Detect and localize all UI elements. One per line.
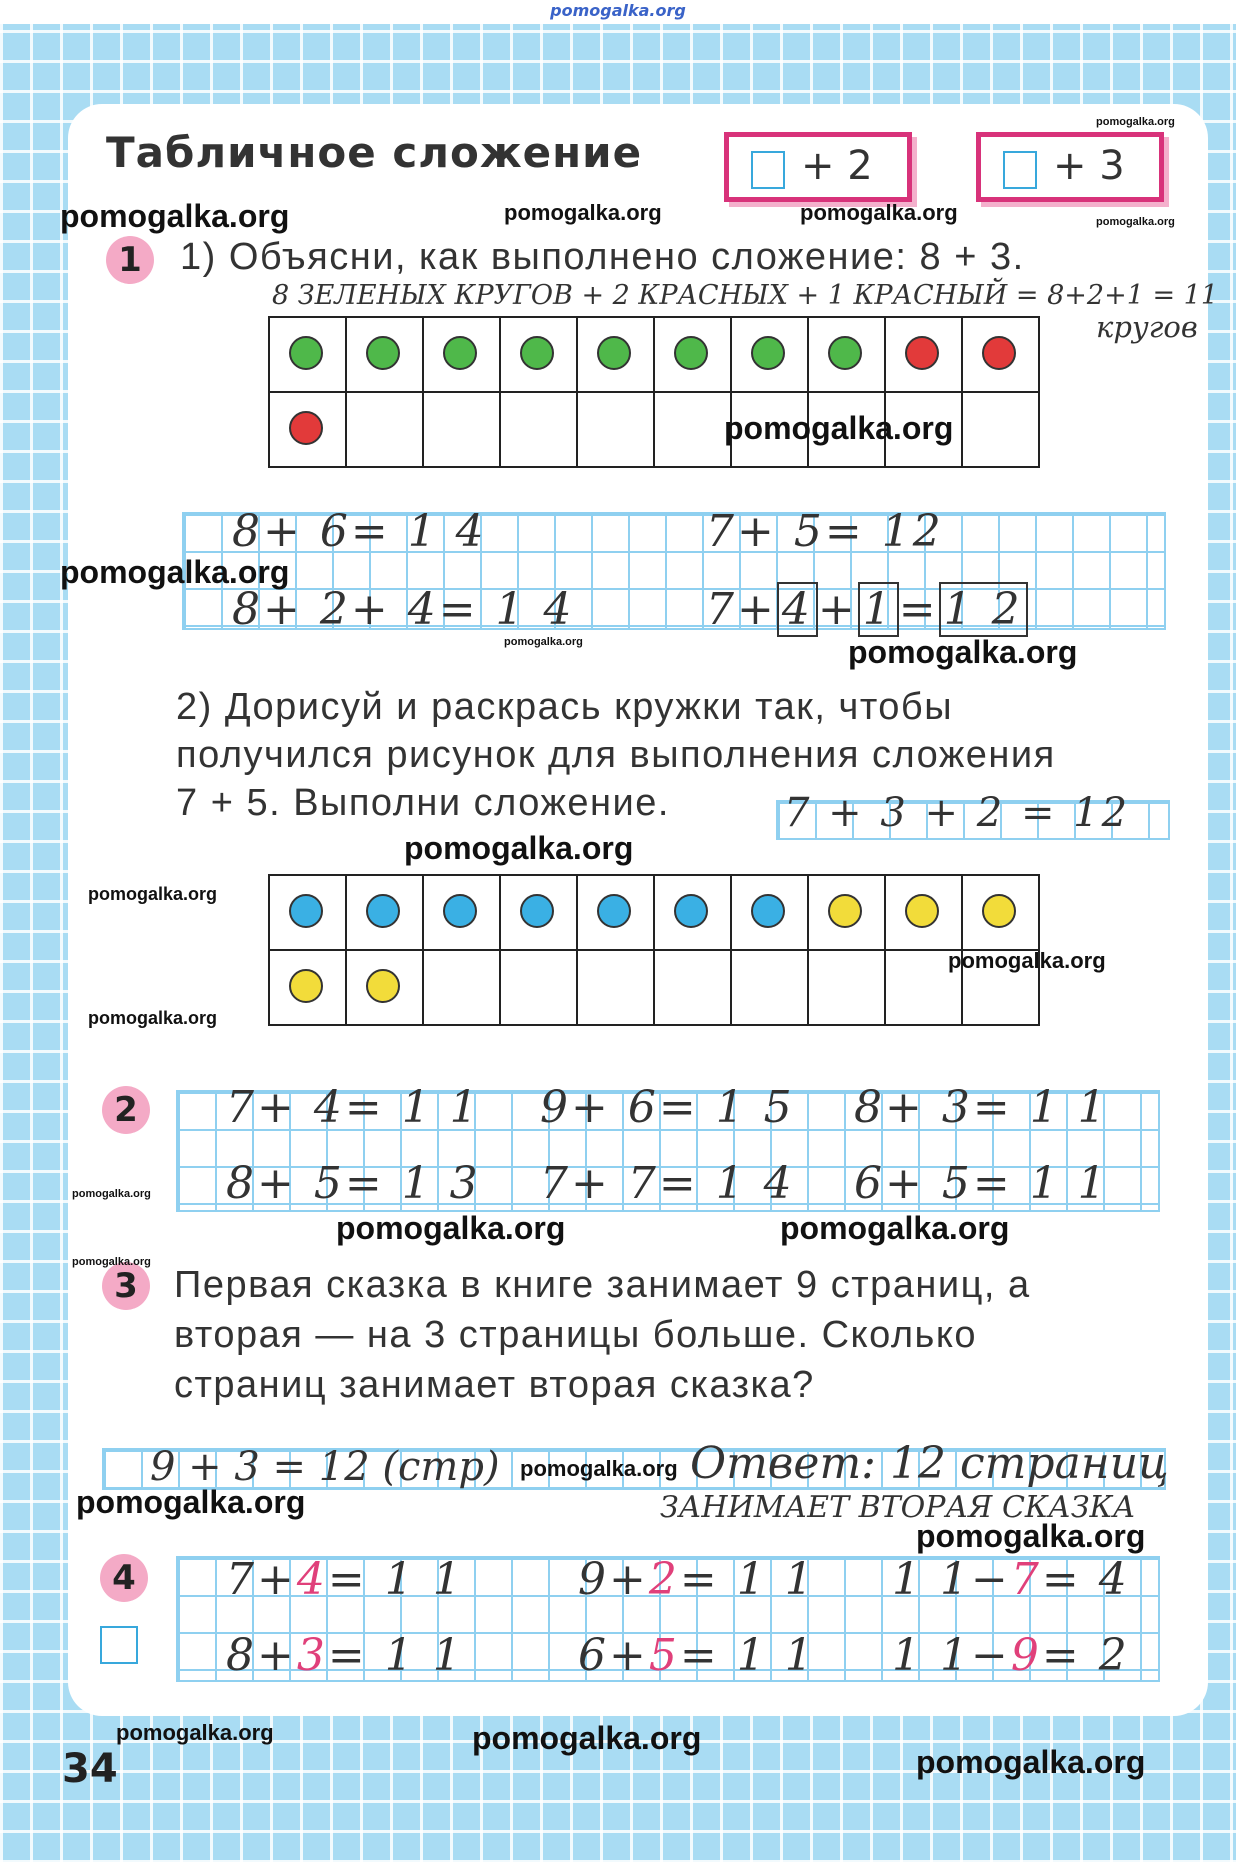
grid-cell — [501, 951, 576, 1024]
grid-cell — [655, 951, 730, 1024]
yellow-circle-icon — [905, 894, 939, 928]
grid-cell — [963, 318, 1038, 391]
task1-part2-line2: получился рисунок для выполнения сложения — [176, 734, 1056, 776]
page-title: Табличное сложение — [106, 128, 643, 177]
grid-cell — [809, 318, 884, 391]
grid-cell — [424, 318, 499, 391]
expr: 9+ — [578, 1554, 649, 1605]
filled-value: 9 — [1010, 1630, 1042, 1681]
red-circle-icon — [905, 336, 939, 370]
watermark: pomogalka.org — [76, 1484, 306, 1520]
green-circle-icon — [828, 336, 862, 370]
grid-cell — [501, 876, 576, 949]
circles-grid-2 — [268, 874, 1040, 1026]
blue-circle-icon — [520, 894, 554, 928]
result: = 1 1 — [327, 1630, 464, 1681]
task-number-4: 4 — [100, 1554, 148, 1602]
page-number: 34 — [62, 1746, 118, 1792]
grid-cell — [347, 393, 422, 466]
green-circle-icon — [520, 336, 554, 370]
task1-equation-4 — [706, 584, 1028, 635]
watermark: pomogalka.org — [848, 634, 1078, 670]
task1-equation-1: 8+ 6= 1 4 — [232, 506, 487, 557]
grid-cell — [732, 951, 807, 1024]
empty-square-icon — [1003, 151, 1037, 189]
result: = 4 — [1041, 1554, 1130, 1605]
result: = 2 — [1041, 1630, 1130, 1681]
yellow-circle-icon — [828, 894, 862, 928]
grid-cell — [886, 318, 961, 391]
green-circle-icon — [443, 336, 477, 370]
task1-part2-line3: 7 + 5. Выполни сложение. — [176, 782, 670, 824]
self-check-box[interactable] — [100, 1626, 138, 1664]
blue-circle-icon — [366, 894, 400, 928]
grid-cell — [732, 318, 807, 391]
watermark: pomogalka.org — [948, 948, 1106, 973]
watermark: pomogalka.org — [520, 1456, 678, 1481]
task4-r2-c2 — [578, 1630, 816, 1681]
filled-value: 4 — [296, 1554, 328, 1605]
grid-cell — [270, 876, 345, 949]
result: = 1 1 — [327, 1554, 464, 1605]
filled-value: 7 — [1010, 1554, 1042, 1605]
watermark: pomogalka.org — [504, 200, 662, 225]
site-header-link[interactable]: pomogalka.org — [550, 1, 686, 20]
task1-part1-text: 1) Объясни, как выполнено сложение: 8 + 3. — [180, 236, 1025, 278]
grid-cell — [424, 876, 499, 949]
watermark: pomogalka.org — [504, 636, 583, 648]
grid-cell — [655, 876, 730, 949]
eq4-plus: + — [817, 584, 858, 635]
grid-cell — [270, 318, 345, 391]
task3-line1: Первая сказка в книге занимает 9 страниц, а — [174, 1264, 1031, 1306]
eq4-box-a: 4 — [777, 582, 818, 637]
yellow-circle-icon — [289, 969, 323, 1003]
red-circle-icon — [982, 336, 1016, 370]
watermark: pomogalka.org — [60, 198, 290, 234]
green-circle-icon — [674, 336, 708, 370]
watermark: pomogalka.org — [472, 1720, 702, 1756]
expr: 7+ — [226, 1554, 297, 1605]
empty-square-icon — [751, 151, 785, 189]
expr: 8+ — [226, 1630, 297, 1681]
result: = 1 1 — [679, 1630, 816, 1681]
grid-cell — [732, 876, 807, 949]
blue-circle-icon — [751, 894, 785, 928]
watermark: pomogalka.org — [916, 1518, 1146, 1554]
watermark: pomogalka.org — [336, 1210, 566, 1246]
blue-circle-icon — [674, 894, 708, 928]
blue-circle-icon — [597, 894, 631, 928]
task-number-3: 3 — [102, 1262, 150, 1310]
task3-solution: 9 + 3 = 12 (стр) — [150, 1444, 500, 1490]
task3-line2: вторая — на 3 страницы больше. Сколько — [174, 1314, 978, 1356]
task2-eq-r2-c3: 6+ 5= 1 1 — [854, 1158, 1109, 1209]
task4-r1-c1 — [226, 1554, 464, 1605]
task1-equation-2: 8+ 2+ 4= 1 4 — [232, 584, 575, 635]
blue-circle-icon — [289, 894, 323, 928]
grid-cell — [809, 876, 884, 949]
grid-cell — [424, 951, 499, 1024]
green-circle-icon — [366, 336, 400, 370]
result: = 1 1 — [679, 1554, 816, 1605]
eq4-box-b: 1 — [858, 582, 899, 637]
green-circle-icon — [289, 336, 323, 370]
task2-eq-r2-c2: 7+ 7= 1 4 — [540, 1158, 795, 1209]
eq4-eq: = — [898, 584, 939, 635]
task1-part2-line1: 2) Дорисуй и раскрась кружки так, чтобы — [176, 686, 954, 728]
watermark: pomogalka.org — [404, 830, 634, 866]
green-circle-icon — [597, 336, 631, 370]
task4-r2-c1 — [226, 1630, 464, 1681]
watermark: pomogalka.org — [72, 1188, 151, 1200]
badge-plus-3 — [976, 132, 1164, 202]
task1-hand-note: 8 ЗЕЛЕНЫХ КРУГОВ + 2 КРАСНЫХ + 1 КРАСНЫЙ = 8+2+1 = 11 — [272, 280, 1219, 311]
task-number-2: 2 — [102, 1086, 150, 1134]
watermark: pomogalka.org — [800, 200, 958, 225]
expr: 6+ — [578, 1630, 649, 1681]
watermark: pomogalka.org — [1096, 216, 1175, 228]
task2-eq-r1-c2: 9+ 6= 1 5 — [540, 1082, 795, 1133]
task-number-1: 1 — [106, 236, 154, 284]
eq4-prefix: 7+ — [706, 584, 777, 635]
filled-value: 3 — [296, 1630, 328, 1681]
grid-cell — [578, 951, 653, 1024]
grid-cell — [501, 318, 576, 391]
grid-cell — [578, 393, 653, 466]
watermark: pomogalka.org — [916, 1744, 1146, 1780]
red-circle-icon — [289, 411, 323, 445]
watermark: pomogalka.org — [780, 1210, 1010, 1246]
task2-eq-r2-c1: 8+ 5= 1 3 — [226, 1158, 481, 1209]
grid-cell — [655, 393, 730, 466]
task1-hand-note-2: кругов — [1096, 310, 1198, 344]
badge-text: + 3 — [1053, 143, 1125, 189]
grid-cell — [501, 393, 576, 466]
watermark: pomogalka.org — [60, 554, 290, 590]
task1-part2-answer: 7 + 3 + 2 = 12 — [784, 790, 1131, 836]
yellow-circle-icon — [982, 894, 1016, 928]
task2-eq-r1-c3: 8+ 3= 1 1 — [854, 1082, 1109, 1133]
yellow-circle-icon — [366, 969, 400, 1003]
expr: 1 1− — [892, 1630, 1011, 1681]
filled-value: 2 — [648, 1554, 680, 1605]
grid-cell — [578, 876, 653, 949]
filled-value: 5 — [648, 1630, 680, 1681]
grid-cell — [886, 876, 961, 949]
expr: 1 1− — [892, 1554, 1011, 1605]
task2-eq-r1-c1: 7+ 4= 1 1 — [226, 1082, 481, 1133]
grid-cell — [270, 951, 345, 1024]
task4-r1-c2 — [578, 1554, 816, 1605]
watermark: pomogalka.org — [116, 1720, 274, 1745]
green-circle-icon — [751, 336, 785, 370]
watermark: pomogalka.org — [72, 1256, 151, 1268]
task4-r2-c3 — [892, 1630, 1130, 1681]
grid-cell — [963, 393, 1038, 466]
task1-equation-3: 7+ 5= 12 — [706, 506, 944, 557]
grid-cell — [424, 393, 499, 466]
watermark: pomogalka.org — [724, 410, 954, 446]
grid-cell — [809, 951, 884, 1024]
badge-text: + 2 — [801, 143, 873, 189]
grid-cell — [578, 318, 653, 391]
watermark: pomogalka.org — [88, 884, 218, 904]
grid-cell — [347, 951, 422, 1024]
watermark: pomogalka.org — [88, 1008, 218, 1028]
task3-answer-line1: Ответ: 12 страниц — [690, 1438, 1169, 1489]
eq4-box-result: 1 2 — [939, 582, 1028, 637]
task3-line3: страниц занимает вторая сказка? — [174, 1364, 815, 1406]
task4-r1-c3 — [892, 1554, 1130, 1605]
grid-cell — [655, 318, 730, 391]
task3-answer-line2: ЗАНИМАЕТ ВТОРАЯ СКАЗКА — [660, 1490, 1136, 1525]
grid-cell — [347, 318, 422, 391]
watermark: pomogalka.org — [1096, 116, 1175, 128]
badge-plus-2 — [724, 132, 912, 202]
blue-circle-icon — [443, 894, 477, 928]
grid-cell — [270, 393, 345, 466]
grid-cell — [963, 876, 1038, 949]
grid-cell — [347, 876, 422, 949]
